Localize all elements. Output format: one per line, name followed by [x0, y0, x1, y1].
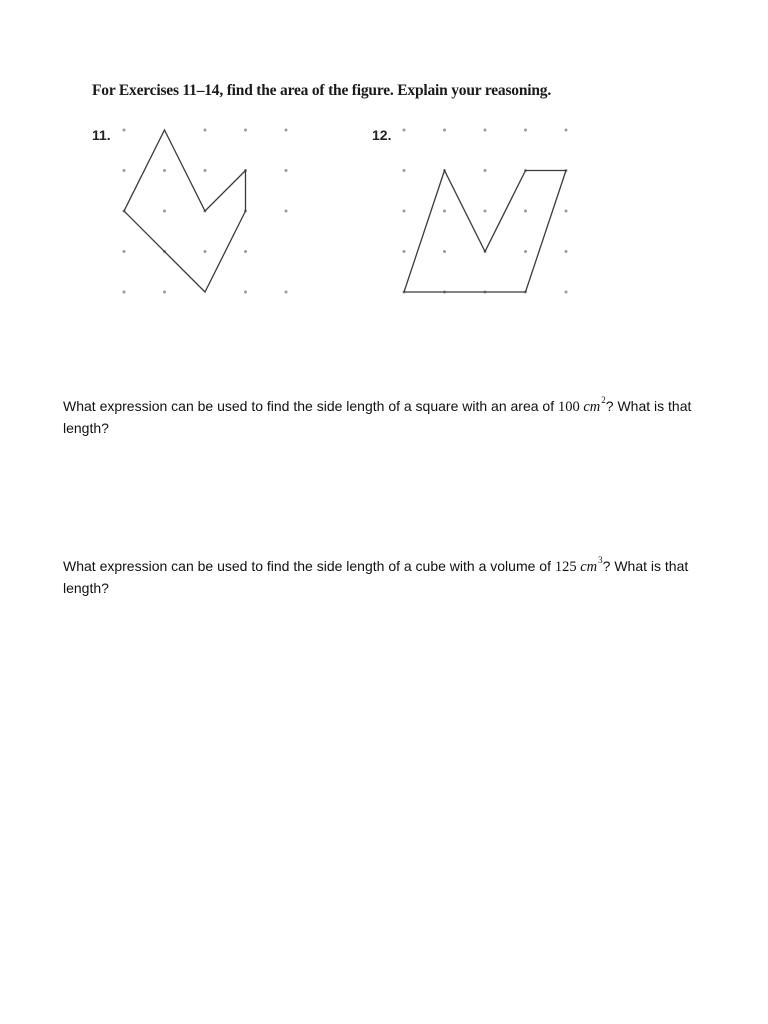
question-suffix: ? What is that length? [63, 398, 692, 436]
exercise-heading: For Exercises 11–14, find the area of the figure. Explain your reasoning. [92, 82, 552, 99]
grid-dot [524, 250, 527, 253]
grid-dot [484, 210, 487, 213]
grid-dot [565, 291, 568, 294]
grid-dot [565, 250, 568, 253]
grid-dot [403, 250, 406, 253]
grid-dot [403, 169, 406, 172]
figure-label: 11. [92, 127, 111, 143]
grid-dot [443, 129, 446, 132]
math-number: 100 [557, 399, 580, 415]
grid-dot [403, 129, 406, 132]
grid-dot [285, 210, 288, 213]
figure-polygon [404, 171, 566, 293]
grid-dot [163, 169, 166, 172]
grid-dot [123, 129, 126, 132]
figure-label: 12. [372, 127, 392, 143]
question-square-side-length [63, 396, 703, 438]
grid-dot [403, 210, 406, 213]
grid-dot [443, 250, 446, 253]
math-exponent: 2 [601, 395, 606, 405]
math-unit: cm [583, 399, 601, 415]
question-text: What expression can be used to find the side length of a cube with a volume of [63, 558, 555, 574]
figure-11 [92, 127, 288, 294]
grid-dot [123, 250, 126, 253]
grid-dot [123, 169, 126, 172]
grid-dot [524, 129, 527, 132]
math-exponent: 3 [598, 555, 603, 565]
grid-dot [204, 169, 207, 172]
question-cube-side-length [63, 556, 703, 598]
grid-dot [484, 129, 487, 132]
figure-12 [372, 127, 568, 294]
question-text: What expression can be used to find the side length of a square with an area of [63, 398, 558, 414]
grid-dot [244, 129, 247, 132]
math-number: 125 [554, 559, 577, 575]
grid-dot [123, 291, 126, 294]
grid-dot [285, 291, 288, 294]
grid-dot [565, 129, 568, 132]
grid-dot [204, 129, 207, 132]
grid-dot [524, 210, 527, 213]
grid-dot [484, 169, 487, 172]
figure-polygon [124, 130, 246, 292]
grid-dot [285, 169, 288, 172]
grid-dot [163, 291, 166, 294]
question-suffix: ? What is that length? [63, 558, 689, 596]
grid-dot [244, 250, 247, 253]
grid-dot [565, 210, 568, 213]
grid-dot [443, 210, 446, 213]
grid-dot [244, 291, 247, 294]
grid-dot [204, 250, 207, 253]
grid-dot [163, 210, 166, 213]
dot-grid-figures [0, 110, 768, 320]
math-unit: cm [580, 559, 598, 575]
grid-dot [285, 129, 288, 132]
